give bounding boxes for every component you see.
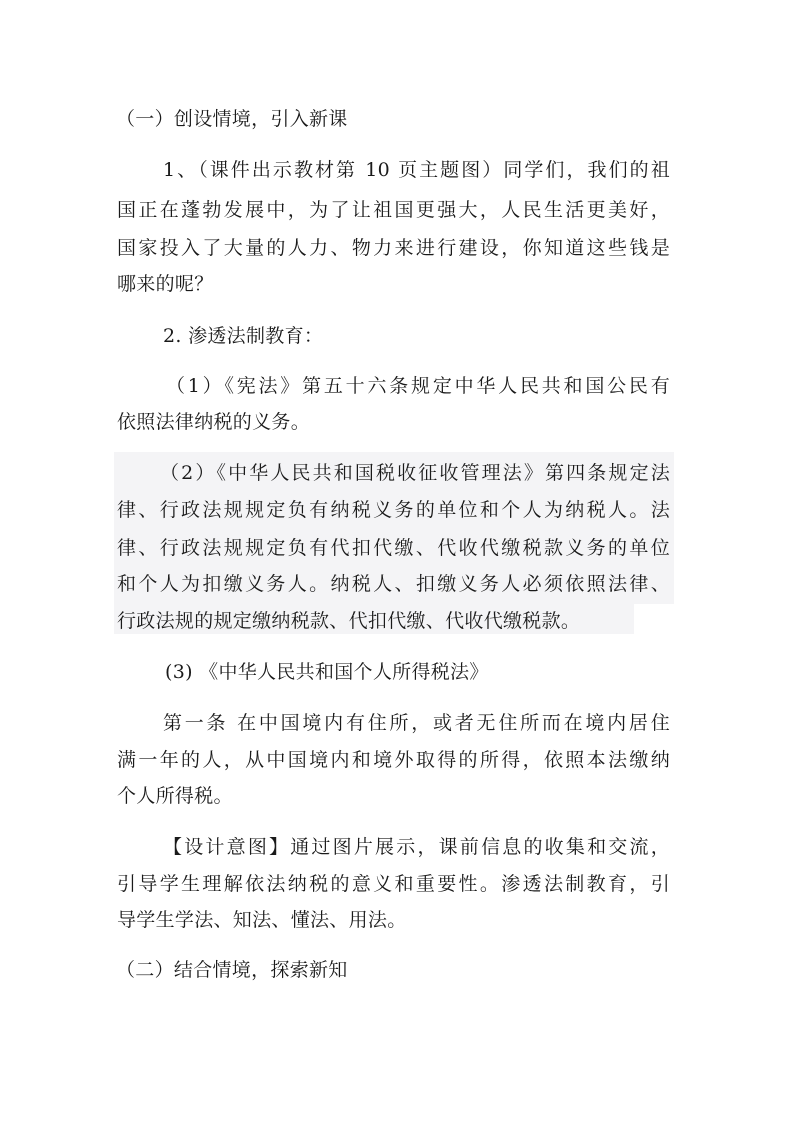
paragraph-3-line-1: （1）《宪法》第五十六条规定中华人民共和国公民有 bbox=[166, 375, 670, 397]
paragraph-3-line-2: 依照法律纳税的义务。 bbox=[117, 411, 311, 433]
paragraph-4-line-4: 和个人为扣缴义务人。纳税人、扣缴义务人必须依照法律、 bbox=[117, 573, 670, 595]
paragraph-1-line-2: 国正在蓬勃发展中，为了让祖国更强大，人民生活更美好， bbox=[117, 199, 670, 221]
paragraph-4-line-3: 律、行政法规规定负有代扣代缴、代收代缴税款义务的单位 bbox=[117, 537, 670, 559]
paragraph-6-line-3: 个人所得税。 bbox=[117, 785, 233, 807]
paragraph-6-line-1: 第一条 在中国境内有住所，或者无住所而在境内居住 bbox=[163, 712, 670, 734]
paragraph-7-line-2: 引导学生理解依法纳税的意义和重要性。渗透法制教育，引 bbox=[117, 873, 670, 895]
paragraph-4-line-2: 律、行政法规规定负有纳税义务的单位和个人为纳税人。法 bbox=[117, 499, 670, 521]
paragraph-1-line-3: 国家投入了大量的人力、物力来进行建设，你知道这些钱是 bbox=[117, 237, 670, 259]
paragraph-1-line-4: 哪来的呢？ bbox=[117, 273, 214, 295]
paragraph-4-line-5: 行政法规的规定缴纳税款、代扣代缴、代收代缴税款。 bbox=[117, 610, 581, 632]
section-heading-1: （一）创设情境，引入新课 bbox=[116, 108, 348, 130]
paragraph-2: 2. 渗透法制教育： bbox=[163, 325, 324, 347]
paragraph-6-line-2: 满一年的人，从中国境内和境外取得的所得，依照本法缴纳 bbox=[117, 749, 670, 771]
paragraph-7-line-1: 【设计意图】通过图片展示，课前信息的收集和交流， bbox=[163, 836, 670, 858]
paragraph-7-line-3: 导学生学法、知法、懂法、用法。 bbox=[117, 909, 407, 931]
paragraph-1-line-1: 1、（课件出示教材第 10 页主题图）同学们，我们的祖 bbox=[163, 159, 670, 181]
paragraph-4-line-1: （2）《中华人民共和国税收征收管理法》第四条规定法 bbox=[160, 462, 670, 484]
section-heading-2: （二）结合情境，探索新知 bbox=[116, 959, 348, 981]
paragraph-5: (3) 《中华人民共和国个人所得税法》 bbox=[165, 661, 489, 683]
